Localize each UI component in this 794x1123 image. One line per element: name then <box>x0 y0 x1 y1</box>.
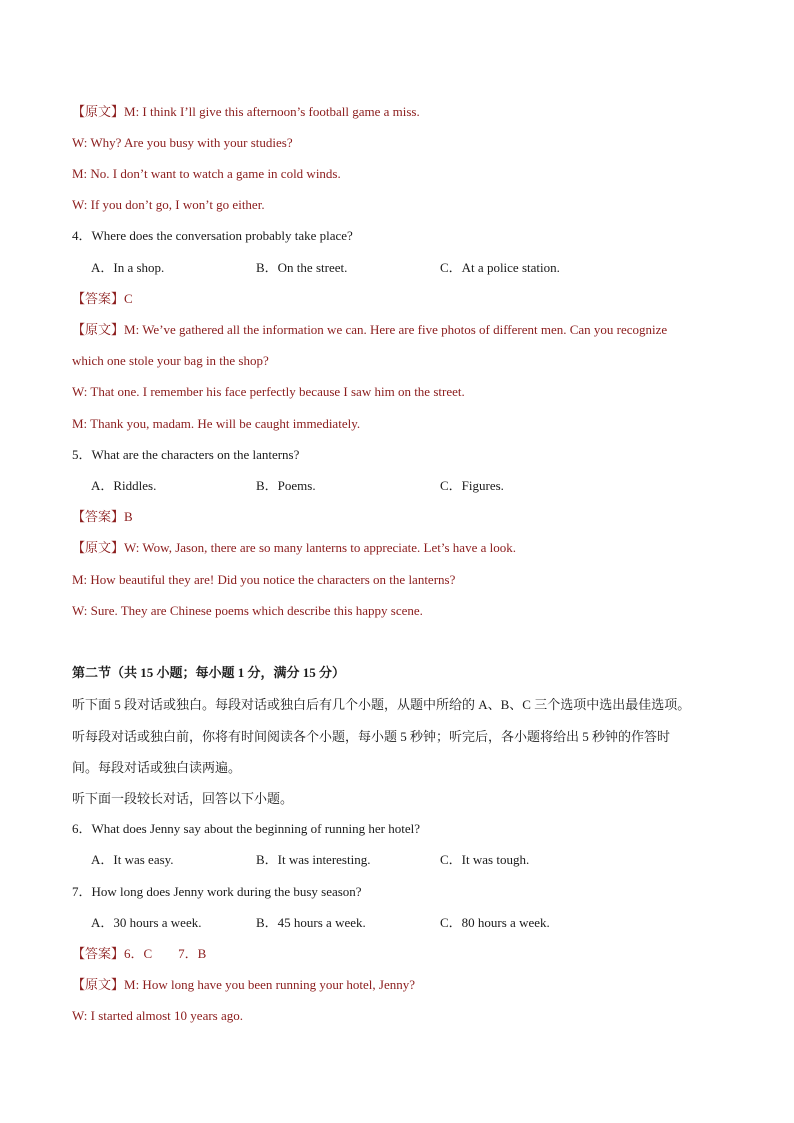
q5-option-a: A．Riddles. <box>91 478 157 493</box>
q4-answer: 【答案】C <box>72 291 133 306</box>
q3-transcript-line-2: W: Why? Are you busy with your studies? <box>72 135 293 150</box>
q6-option-a: A．It was easy. <box>91 852 174 867</box>
q6-7-answer: 【答案】6．C 7．B <box>72 946 207 961</box>
q3-transcript-line-4: W: If you don’t go, I won’t go either. <box>72 197 265 212</box>
q5-answer: 【答案】B <box>72 509 133 524</box>
q6-question: 6．What does Jenny say about the beginning of running her hotel? <box>72 821 421 836</box>
q5-transcript-line-1: 【原文】W: Wow, Jason, there are so many lanterns to appreciate. Let’s have a look. <box>72 540 516 555</box>
section-2-instruction-1: 听下面 5 段对话或独白。每段对话或独白后有几个小题，从题中所给的 A、B、C 三个选项中选出最佳选项。 <box>72 697 691 712</box>
q7-option-a: A．30 hours a week. <box>91 915 202 930</box>
section-2-instruction-2: 听每段对话或独白前，你将有时间阅读各个小题，每小题 5 秒钟；听完后，各小题将给出 5 秒钟的作答时 <box>72 729 671 744</box>
q7-question: 7．How long does Jenny work during the busy season? <box>72 884 362 899</box>
q5-transcript-line-3: W: Sure. They are Chinese poems which describe this happy scene. <box>72 603 423 618</box>
q5-transcript-line-2: M: How beautiful they are! Did you notice the characters on the lanterns? <box>72 572 456 587</box>
section-2-instruction-4: 听下面一段较长对话，回答以下小题。 <box>72 791 294 806</box>
q4-option-c: C．At a police station. <box>440 260 560 275</box>
q5-option-b: B．Poems. <box>256 478 316 493</box>
q7-option-c: C．80 hours a week. <box>440 915 550 930</box>
q5-option-c: C．Figures. <box>440 478 504 493</box>
q4-option-a: A．In a shop. <box>91 260 165 275</box>
q4-transcript-line-1b: which one stole your bag in the shop? <box>72 353 269 368</box>
q3-transcript-line-1: 【原文】M: I think I’ll give this afternoon’s football game a miss. <box>72 104 420 119</box>
q6-7-transcript-line-1: 【原文】M: How long have you been running your hotel, Jenny? <box>72 977 416 992</box>
section-2-heading: 第二节（共 15 小题；每小题 1 分，满分 15 分） <box>72 665 346 680</box>
q4-option-b: B．On the street. <box>256 260 348 275</box>
q6-option-c: C．It was tough. <box>440 852 530 867</box>
q4-transcript-line-2: W: That one. I remember his face perfectly because I saw him on the street. <box>72 384 465 399</box>
q6-7-transcript-line-2: W: I started almost 10 years ago. <box>72 1008 243 1023</box>
section-2-instruction-3: 间。每段对话或独白读两遍。 <box>72 760 242 775</box>
q5-options <box>0 478 794 494</box>
q4-transcript-line-3: M: Thank you, madam. He will be caught immediately. <box>72 416 361 431</box>
q6-option-b: B．It was interesting. <box>256 852 371 867</box>
q5-question: 5．What are the characters on the lanterns? <box>72 447 300 462</box>
q3-transcript-line-3: M: No. I don’t want to watch a game in cold winds. <box>72 166 341 181</box>
q7-options <box>0 915 794 931</box>
q4-options <box>0 260 794 276</box>
q4-question: 4．Where does the conversation probably take place? <box>72 228 353 243</box>
q6-options <box>0 852 794 868</box>
q7-option-b: B．45 hours a week. <box>256 915 366 930</box>
q4-transcript-line-1: 【原文】M: We’ve gathered all the information we can. Here are five photos of different men. Can you recognize <box>72 322 668 337</box>
